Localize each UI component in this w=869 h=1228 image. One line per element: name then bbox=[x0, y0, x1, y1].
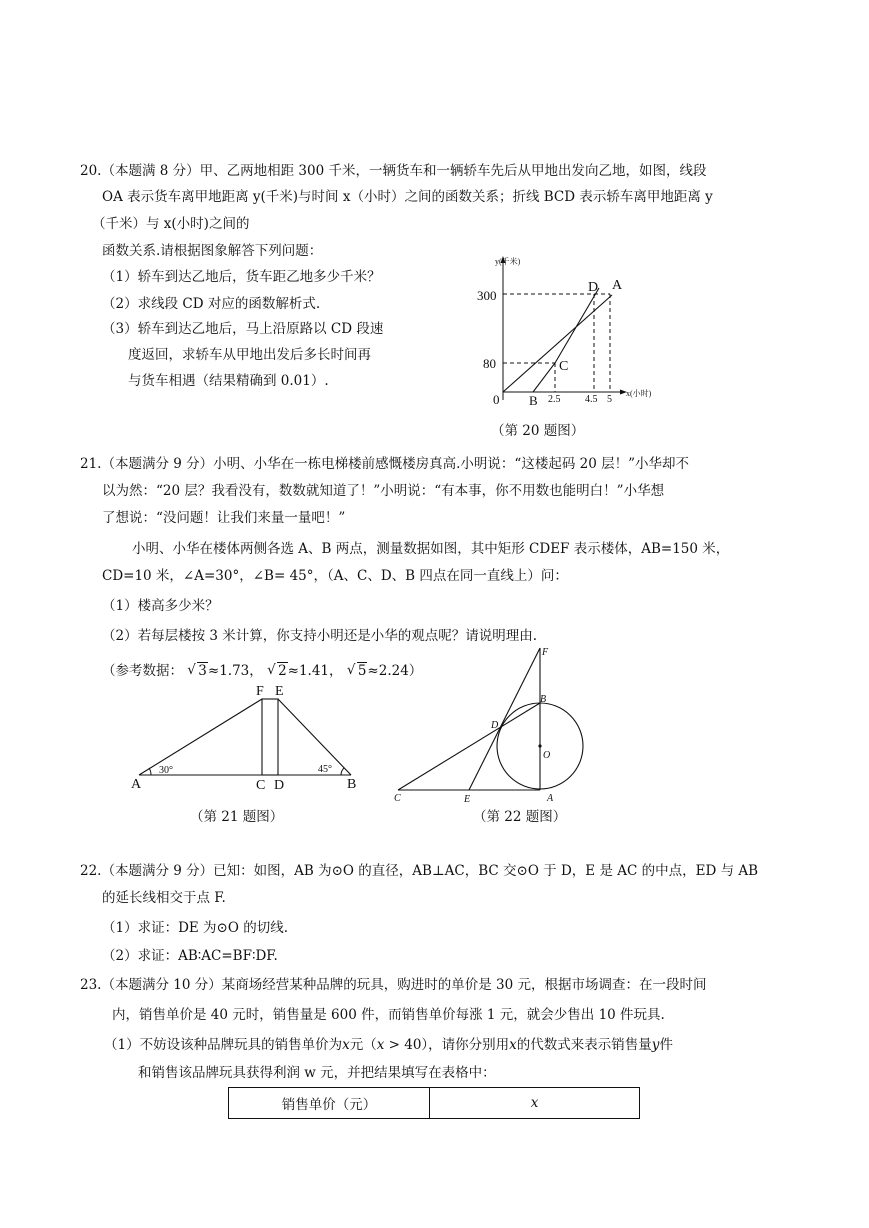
table-cell-x: x bbox=[430, 1088, 640, 1119]
q20-line-2: OA 表示货车离甲地距离 y(千米)与时间 x（小时）之间的函数关系；折线 BCD 表示轿车离甲地距离 y bbox=[102, 189, 713, 205]
q21-line-4: 小明、小华在楼体两侧各选 A、B 两点，测量数据如图，其中矩形 CDEF 表示楼体，AB=150 米， bbox=[132, 541, 730, 557]
q22-figure bbox=[390, 640, 590, 810]
q22-line-3: （1）求证：DE 为⊙O 的切线. bbox=[102, 920, 289, 936]
q22-line-1: 22.（本题满分 9 分）已知：如图，AB 为⊙O 的直径，AB⊥AC，BC 交⊙O 于 D，E 是 AC 的中点，ED 与 AB bbox=[80, 863, 759, 879]
q20-line-6: （2）求线段 CD 对应的函数解析式. bbox=[102, 296, 321, 312]
q20-label-origin: 0 bbox=[493, 392, 500, 407]
svg-text:C: C bbox=[394, 793, 401, 804]
svg-text:30°: 30° bbox=[159, 765, 173, 776]
svg-text:E: E bbox=[464, 794, 471, 805]
q20-y-axis-label: y(千米) bbox=[495, 257, 521, 266]
q20-line-4: 函数关系.请根据图象解答下列问题： bbox=[102, 243, 323, 259]
q21-sqrt-2: 2 bbox=[278, 663, 287, 679]
q21-sqrt-5: 5 bbox=[357, 663, 367, 679]
q20-line-5: （1）轿车到达乙地后，货车距乙地多少千米？ bbox=[102, 269, 381, 285]
q23-line-2: 内，销售单价是 40 元时，销售量是 600 件，而销售单价每涨 1 元，就会少售出 10 件玩具. bbox=[112, 1007, 665, 1023]
q21-line-3: 了想说：“没问题！让我们来量一量吧！” bbox=[102, 510, 346, 526]
q20-line-9: 与货车相遇（结果精确到 0.01）. bbox=[128, 373, 329, 389]
svg-text:E: E bbox=[275, 684, 284, 699]
q20-label-5: 5 bbox=[607, 394, 612, 405]
svg-text:D: D bbox=[491, 720, 499, 731]
q22-caption: （第 22 题图） bbox=[473, 809, 567, 825]
svg-text:D: D bbox=[274, 778, 285, 793]
table-row bbox=[229, 1088, 640, 1119]
q20-line-1: 20.（本题满 8 分）甲、乙两地相距 300 千米，一辆货车和一辆轿车先后从甲地出发向乙地，如图，线段 bbox=[80, 163, 707, 179]
q21-reference-data: （参考数据： √ 3≈1.73， √ 2≈1.41， √ 5≈2.24） bbox=[102, 662, 422, 680]
q23-answer-table bbox=[228, 1087, 640, 1119]
q21-line-7: （2）若每层楼按 3 米计算，你支持小明还是小华的观点呢？请说明理由. bbox=[102, 628, 538, 644]
q20-label-80: 80 bbox=[483, 356, 496, 371]
table-cell-price-label: 销售单价（元） bbox=[229, 1088, 430, 1119]
q20-line-7: （3）轿车到达乙地后，马上沿原路以 CD 段速 bbox=[102, 321, 384, 337]
q20-line-3: （千米）与 x(小时)之间的 bbox=[92, 216, 250, 232]
q22-line-4: （2）求证：AB∶AC=BF∶DF. bbox=[102, 948, 278, 964]
svg-text:45°: 45° bbox=[318, 764, 332, 775]
q21-sqrt-3: 3 bbox=[198, 663, 207, 679]
q20-line-OA bbox=[503, 295, 612, 392]
q20-x-axis-label: x(小时) bbox=[626, 389, 652, 398]
svg-text:F: F bbox=[542, 647, 549, 658]
q23-line-3: （1）不妨设该种品牌玩具的销售单价为x元（x > 40），请你分别用x的代数式来表示销售量y件 bbox=[104, 1037, 673, 1053]
svg-text:F: F bbox=[256, 684, 264, 699]
svg-text:B: B bbox=[540, 694, 547, 705]
q20-label-A: A bbox=[612, 278, 623, 293]
q20-label-B: B bbox=[529, 393, 538, 408]
q20-label-C: C bbox=[559, 359, 569, 374]
q21-caption: （第 21 题图） bbox=[190, 809, 284, 825]
q20-caption: （第 20 题图） bbox=[491, 423, 585, 439]
q20-line-BCD bbox=[533, 288, 599, 392]
q20-label-D: D bbox=[588, 280, 599, 295]
svg-text:A: A bbox=[131, 777, 142, 792]
q23-line-4: 和销售该品牌玩具获得利润 w 元，并把结果填写在表格中： bbox=[138, 1065, 496, 1081]
q21-line-1: 21.（本题满分 9 分）小明、小华在一栋电梯楼前感慨楼房真高.小明说：“这楼起码 20 层！”小华却不 bbox=[80, 456, 689, 472]
q22-line-2: 的延长线相交于点 F. bbox=[102, 890, 226, 906]
q20-graph bbox=[455, 250, 670, 410]
q20-label-4-5: 4.5 bbox=[585, 394, 598, 405]
q20-label-300: 300 bbox=[477, 288, 497, 303]
svg-text:A: A bbox=[547, 793, 554, 804]
q21-line-2: 以为然：“20 层？我看没有，数数就知道了！”小明说：“有本事，你不用数也能明白！”小华想 bbox=[102, 483, 665, 499]
svg-text:B: B bbox=[347, 777, 357, 792]
q23-line-1: 23.（本题满分 10 分）某商场经营某种品牌的玩具，购进时的单价是 30 元，根据市场调查：在一段时间 bbox=[80, 977, 707, 993]
svg-text:C: C bbox=[256, 778, 266, 793]
q20-label-2-5: 2.5 bbox=[548, 394, 561, 405]
q21-line-6: （1）楼高多少米？ bbox=[102, 598, 219, 614]
svg-text:O: O bbox=[543, 750, 551, 761]
q20-line-8: 度返回，求轿车从甲地出发后多长时间再 bbox=[128, 347, 371, 363]
q21-figure bbox=[125, 680, 375, 795]
q21-line-5: CD=10 米，∠A=30°，∠B= 45°，（A、C、D、B 四点在同一直线上）问： bbox=[102, 568, 568, 584]
